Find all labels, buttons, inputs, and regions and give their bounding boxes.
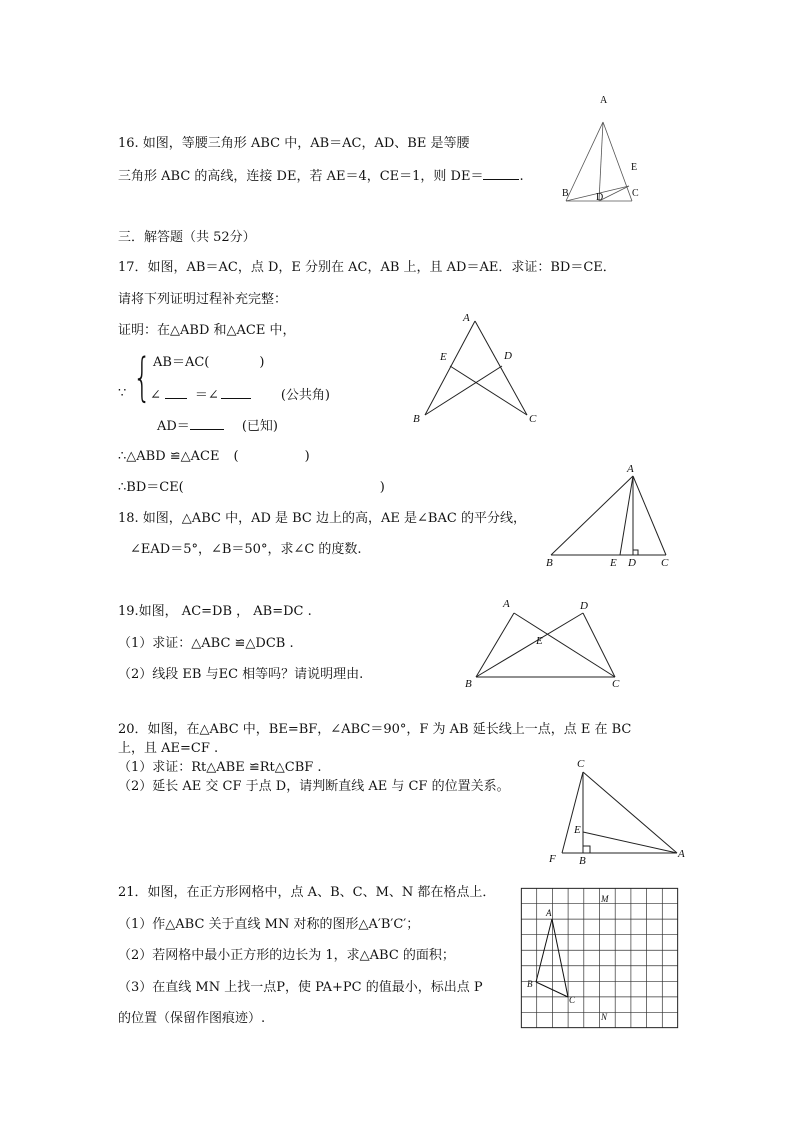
q17-segment-be [425, 366, 502, 415]
q18-bisector-ae [620, 476, 633, 555]
q16-line2-end: . [519, 169, 524, 184]
q20-line2: 上，且 AE=CF . [118, 741, 219, 756]
q21-label-n: N [601, 1012, 608, 1022]
q17-conclusion1-text: ∴△ABD ≌△ACE [118, 449, 220, 464]
q16-edge-ab [566, 122, 603, 201]
q17-conclusion1-reason: ( ) [233, 449, 310, 464]
q17-because-symbol: ∵ [118, 386, 127, 401]
q17-edge-ac [475, 321, 527, 415]
q19-figure [470, 600, 630, 685]
q16-label-c: C [632, 188, 639, 199]
q17-row3-blank [190, 417, 224, 430]
q17-label-e: E [440, 351, 447, 363]
q20-label-a: A [678, 848, 685, 860]
q18-line1: 18. 如图，△ABC 中，AD 是 BC 边上的高，AE 是∠BAC 的平分线， [118, 511, 526, 526]
q17-conclusion2-end: ) [379, 480, 385, 495]
q17-row2-angle2: ＝∠ [194, 388, 219, 403]
q20-label-b: B [579, 855, 586, 867]
q21-label-b: B [527, 979, 533, 989]
q19-edge-ab [476, 613, 514, 677]
q17-conclusion1 [118, 449, 310, 465]
q20-segment-ae [583, 832, 677, 853]
q17-line1: 17．如图，AB＝AC，点 D，E 分别在 AC，AB 上，且 AD＝AE．求证：BD＝CE． [118, 260, 616, 275]
q17-row2 [150, 386, 330, 404]
q18-line2: ∠EAD＝5°，∠B＝50°，求∠C 的度数. [130, 542, 362, 557]
q20-line1: 20．如图，在△ABC 中，BE=BF，∠ABC＝90°，F 为 AB 延长线上一点，点 E 在 BC [118, 722, 632, 737]
q17-row1-end: ) [259, 355, 265, 370]
q19-line1: 19.如图， AC=DB ， AB=DC . [118, 604, 312, 619]
q20-label-c: C [577, 758, 585, 770]
q20-line4: （2）延长 AE 交 CF 于点 D，请判断直线 AE 与 CF 的位置关系。 [118, 779, 510, 794]
q17-label-a: A [463, 312, 470, 324]
q19-line3: （2）线段 EB 与EC 相等吗？请说明理由. [118, 667, 364, 682]
q18-edge-ab [551, 476, 633, 555]
q18-edge-ac [633, 476, 666, 555]
q17-figure [420, 318, 540, 428]
q19-label-d: D [580, 600, 588, 612]
q21-line4: （3）在直线 MN 上找一点P，使 PA+PC 的值最小，标出点 P [118, 980, 483, 995]
q17-edge-ab [425, 321, 475, 415]
q20-figure [550, 765, 685, 860]
q17-conclusion2 [118, 480, 385, 496]
q20-segment-ca [583, 772, 677, 853]
q19-label-a: A [503, 598, 510, 610]
q17-label-d: D [504, 350, 512, 362]
q16-label-b: B [562, 188, 569, 199]
q17-row3 [157, 417, 278, 435]
q16-answer-blank [483, 167, 519, 180]
q16-height-ad [599, 122, 603, 201]
q18-figure [545, 470, 675, 565]
q17-row2-note: (公共角) [280, 388, 330, 403]
q16-line1: 16. 如图，等腰三角形 ABC 中，AB＝AC，AD、BE 是等腰 [118, 136, 470, 151]
q21-line5: 的位置（保留作图痕迹）. [118, 1011, 266, 1026]
q17-label-b: B [413, 413, 420, 425]
q16-line2 [118, 167, 524, 185]
q16-label-e: E [631, 162, 638, 173]
q17-row1-text: AB＝AC( [153, 355, 210, 370]
q20-label-f: F [549, 853, 556, 865]
q21-line2: （1）作△ABC 关于直线 MN 对称的图形△A′B′C′； [118, 917, 420, 932]
q17-label-c: C [529, 413, 537, 425]
q17-row3-note: (已知) [241, 419, 278, 434]
q21-label-c: C [569, 995, 576, 1005]
q18-label-e: E [610, 557, 617, 569]
q19-label-b: B [465, 678, 472, 690]
q16-edge-ac [603, 122, 632, 201]
q17-row2-angle1: ∠ [150, 388, 161, 403]
q17-row3-text: AD＝ [157, 419, 190, 434]
q19-line2: （1）求证：△ABC ≌△DCB . [118, 636, 294, 651]
q16-segment-de [599, 186, 629, 201]
q21-edge-ac [552, 919, 568, 997]
q21-line3: （2）若网格中最小正方形的边长为 1，求△ABC 的面积； [118, 948, 455, 963]
q16-label-d: D [596, 192, 604, 203]
q20-label-e: E [574, 824, 581, 836]
q17-row2-blank1 [165, 386, 187, 399]
q18-label-c: C [661, 557, 669, 569]
q18-label-b: B [546, 557, 553, 569]
q17-line2: 请将下列证明过程补充完整： [118, 292, 288, 307]
q20-line3: （1）求证：Rt△ABE ≌Rt△CBF . [118, 760, 322, 775]
q18-right-angle-mark [633, 550, 638, 555]
q21-label-a: A [546, 908, 552, 918]
q20-right-angle-mark [583, 846, 590, 853]
section-3-heading: 三．解答题（共 52分） [118, 230, 256, 245]
q17-line3: 证明：在△ABD 和△ACE 中， [118, 323, 296, 338]
q17-segment-ce [450, 366, 527, 415]
q21-grid-figure [521, 888, 678, 1028]
q21-edge-bc [536, 982, 568, 997]
q19-label-c: C [612, 678, 620, 690]
q20-segment-cf [562, 772, 583, 853]
q18-label-a: A [627, 463, 634, 475]
q18-label-d: D [628, 557, 636, 569]
q17-conclusion2-text: ∴BD＝CE( [118, 480, 184, 495]
q21-label-m: M [601, 894, 609, 904]
q17-row2-blank2 [221, 386, 251, 399]
q16-line2-text: 三角形 ABC 的高线，连接 DE，若 AE＝4，CE＝1，则 DE＝ [118, 169, 484, 184]
q17-left-brace: { [133, 348, 152, 408]
q21-line1: 21．如图，在正方形网格中，点 A、B、C、M、N 都在格点上． [118, 885, 496, 900]
q17-row1 [153, 355, 264, 371]
q16-label-a: A [600, 95, 608, 106]
q19-label-e: E [536, 635, 543, 647]
